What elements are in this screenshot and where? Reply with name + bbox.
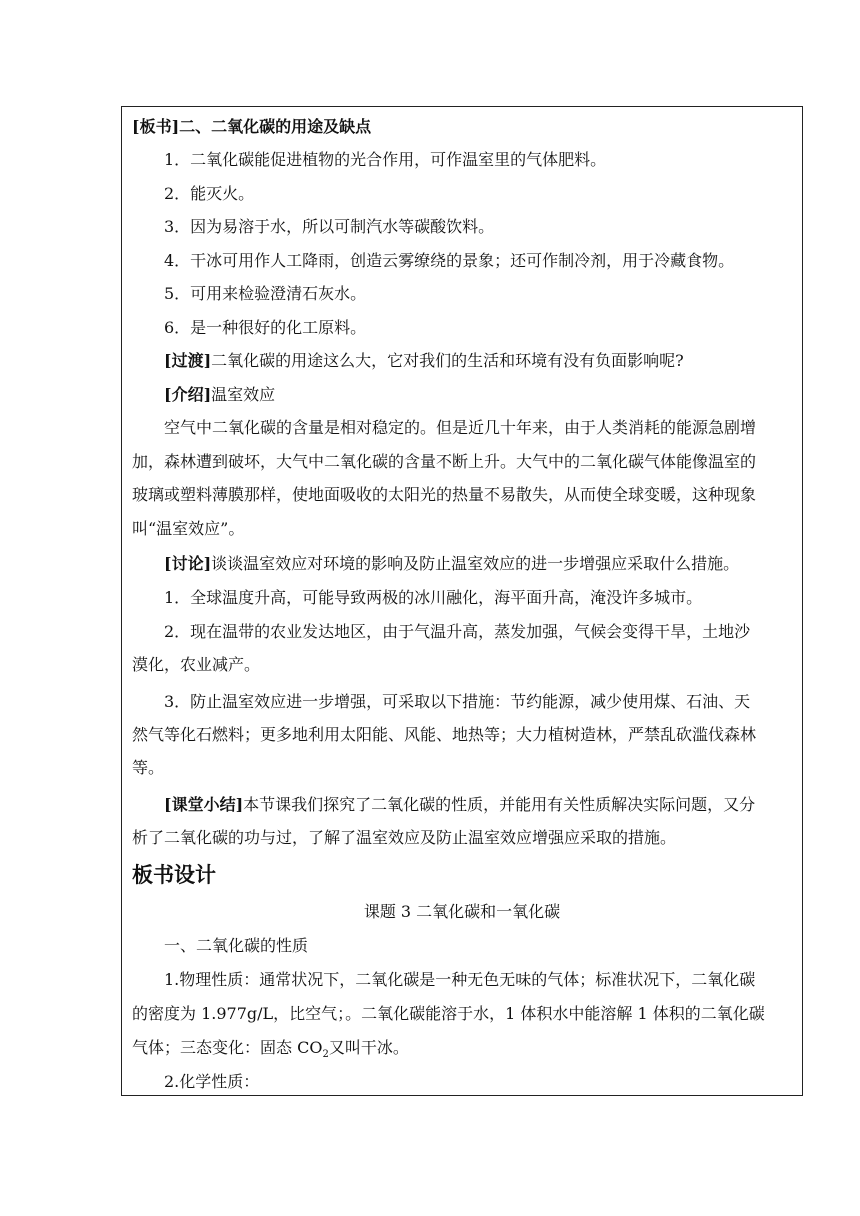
summary-line-1 bbox=[164, 788, 792, 821]
summary-tag: [课堂小结] bbox=[164, 795, 244, 814]
physical-property-line-2: 的密度为 1.977g/L，比空气；。二氧化碳能溶于水，1 体积水中能溶解 1 体积的二氧化碳 bbox=[132, 1004, 765, 1023]
board-design-title: 课题 3 二氧化碳和一氧化碳 bbox=[363, 902, 561, 921]
board-tag: [板书] bbox=[132, 117, 180, 136]
summary-line-2: 析了二氧化碳的功与过，了解了温室效应及防止温室效应增强应采取的措施。 bbox=[132, 828, 677, 847]
board-title-text: 二、二氧化碳的用途及缺点 bbox=[179, 117, 372, 136]
greenhouse-para-line-4: 叫“温室效应”。 bbox=[132, 519, 245, 538]
board-title bbox=[132, 110, 792, 143]
use-item-6: 6．是一种很好的化工原料。 bbox=[164, 318, 367, 337]
intro-text: 温室效应 bbox=[211, 385, 276, 404]
effect-3-line-1: 3．防止温室效应进一步增强，可采取以下措施：节约能源，减少使用煤、石油、天 bbox=[164, 692, 751, 711]
intro-line bbox=[164, 378, 792, 411]
transition-line bbox=[164, 344, 792, 377]
use-item-5: 5．可用来检验澄清石灰水。 bbox=[164, 284, 367, 303]
co2-subscript: 2 bbox=[322, 1049, 329, 1061]
greenhouse-para-line-1: 空气中二氧化碳的含量是相对稳定的。但是近几十年来，由于人类消耗的能源急剧增 bbox=[164, 418, 757, 437]
document-table-cell bbox=[121, 106, 803, 1096]
greenhouse-para-line-2: 加，森林遭到破坏，大气中二氧化碳的含量不断上升。大气中的二氧化碳气体能像温室的 bbox=[132, 452, 757, 471]
discussion-text: 谈谈温室效应对环境的影响及防止温室效应的进一步增强应采取什么措施。 bbox=[211, 554, 740, 573]
effect-2-line-1: 2．现在温带的农业发达地区，由于气温升高，蒸发加强，气候会变得干旱，土地沙 bbox=[164, 622, 751, 641]
effect-3-line-3: 等。 bbox=[132, 758, 165, 777]
board-design-heading: 板书设计 bbox=[132, 863, 216, 887]
use-item-4: 4．干冰可用作人工降雨，创造云雾缭绕的景象；还可作制冷剂，用于冷藏食物。 bbox=[164, 251, 735, 270]
transition-tag: [过渡] bbox=[164, 351, 212, 370]
effect-3-line-2: 然气等化石燃料；更多地利用太阳能、风能、地热等；大力植树造林，严禁乱砍滥伐森林 bbox=[132, 725, 757, 744]
physical-line-3-post: 又叫干冰。 bbox=[328, 1038, 409, 1057]
physical-property-line-1: 1.物理性质：通常状况下，二氧化碳是一种无色无味的气体；标准状况下，二氧化碳 bbox=[164, 970, 756, 989]
effect-1: 1．全球温度升高，可能导致两极的冰川融化，海平面升高，淹没许多城市。 bbox=[164, 588, 703, 607]
physical-line-3-pre: 气体；三态变化：固态 CO bbox=[132, 1038, 323, 1057]
discussion-line bbox=[164, 547, 792, 580]
intro-tag: [介绍] bbox=[164, 385, 212, 404]
use-item-3: 3．因为易溶于水，所以可制汽水等碳酸饮料。 bbox=[164, 217, 495, 236]
chemical-property-heading: 2.化学性质： bbox=[164, 1072, 260, 1091]
discussion-tag: [讨论] bbox=[164, 554, 212, 573]
greenhouse-para-line-3: 玻璃或塑料薄膜那样，使地面吸收的太阳光的热量不易散失，从而使全球变暖，这种现象 bbox=[132, 485, 757, 504]
effect-2-line-2: 漠化，农业减产。 bbox=[132, 655, 261, 674]
summary-text-1: 本节课我们探究了二氧化碳的性质，并能用有关性质解决实际问题，又分 bbox=[243, 795, 756, 814]
use-item-1: 1．二氧化碳能促进植物的光合作用，可作温室里的气体肥料。 bbox=[164, 150, 607, 169]
transition-text: 二氧化碳的用途这么大，它对我们的生活和环境有没有负面影响呢? bbox=[211, 351, 684, 370]
use-item-2: 2．能灭火。 bbox=[164, 184, 255, 203]
design-section-1: 一、二氧化碳的性质 bbox=[164, 936, 309, 955]
